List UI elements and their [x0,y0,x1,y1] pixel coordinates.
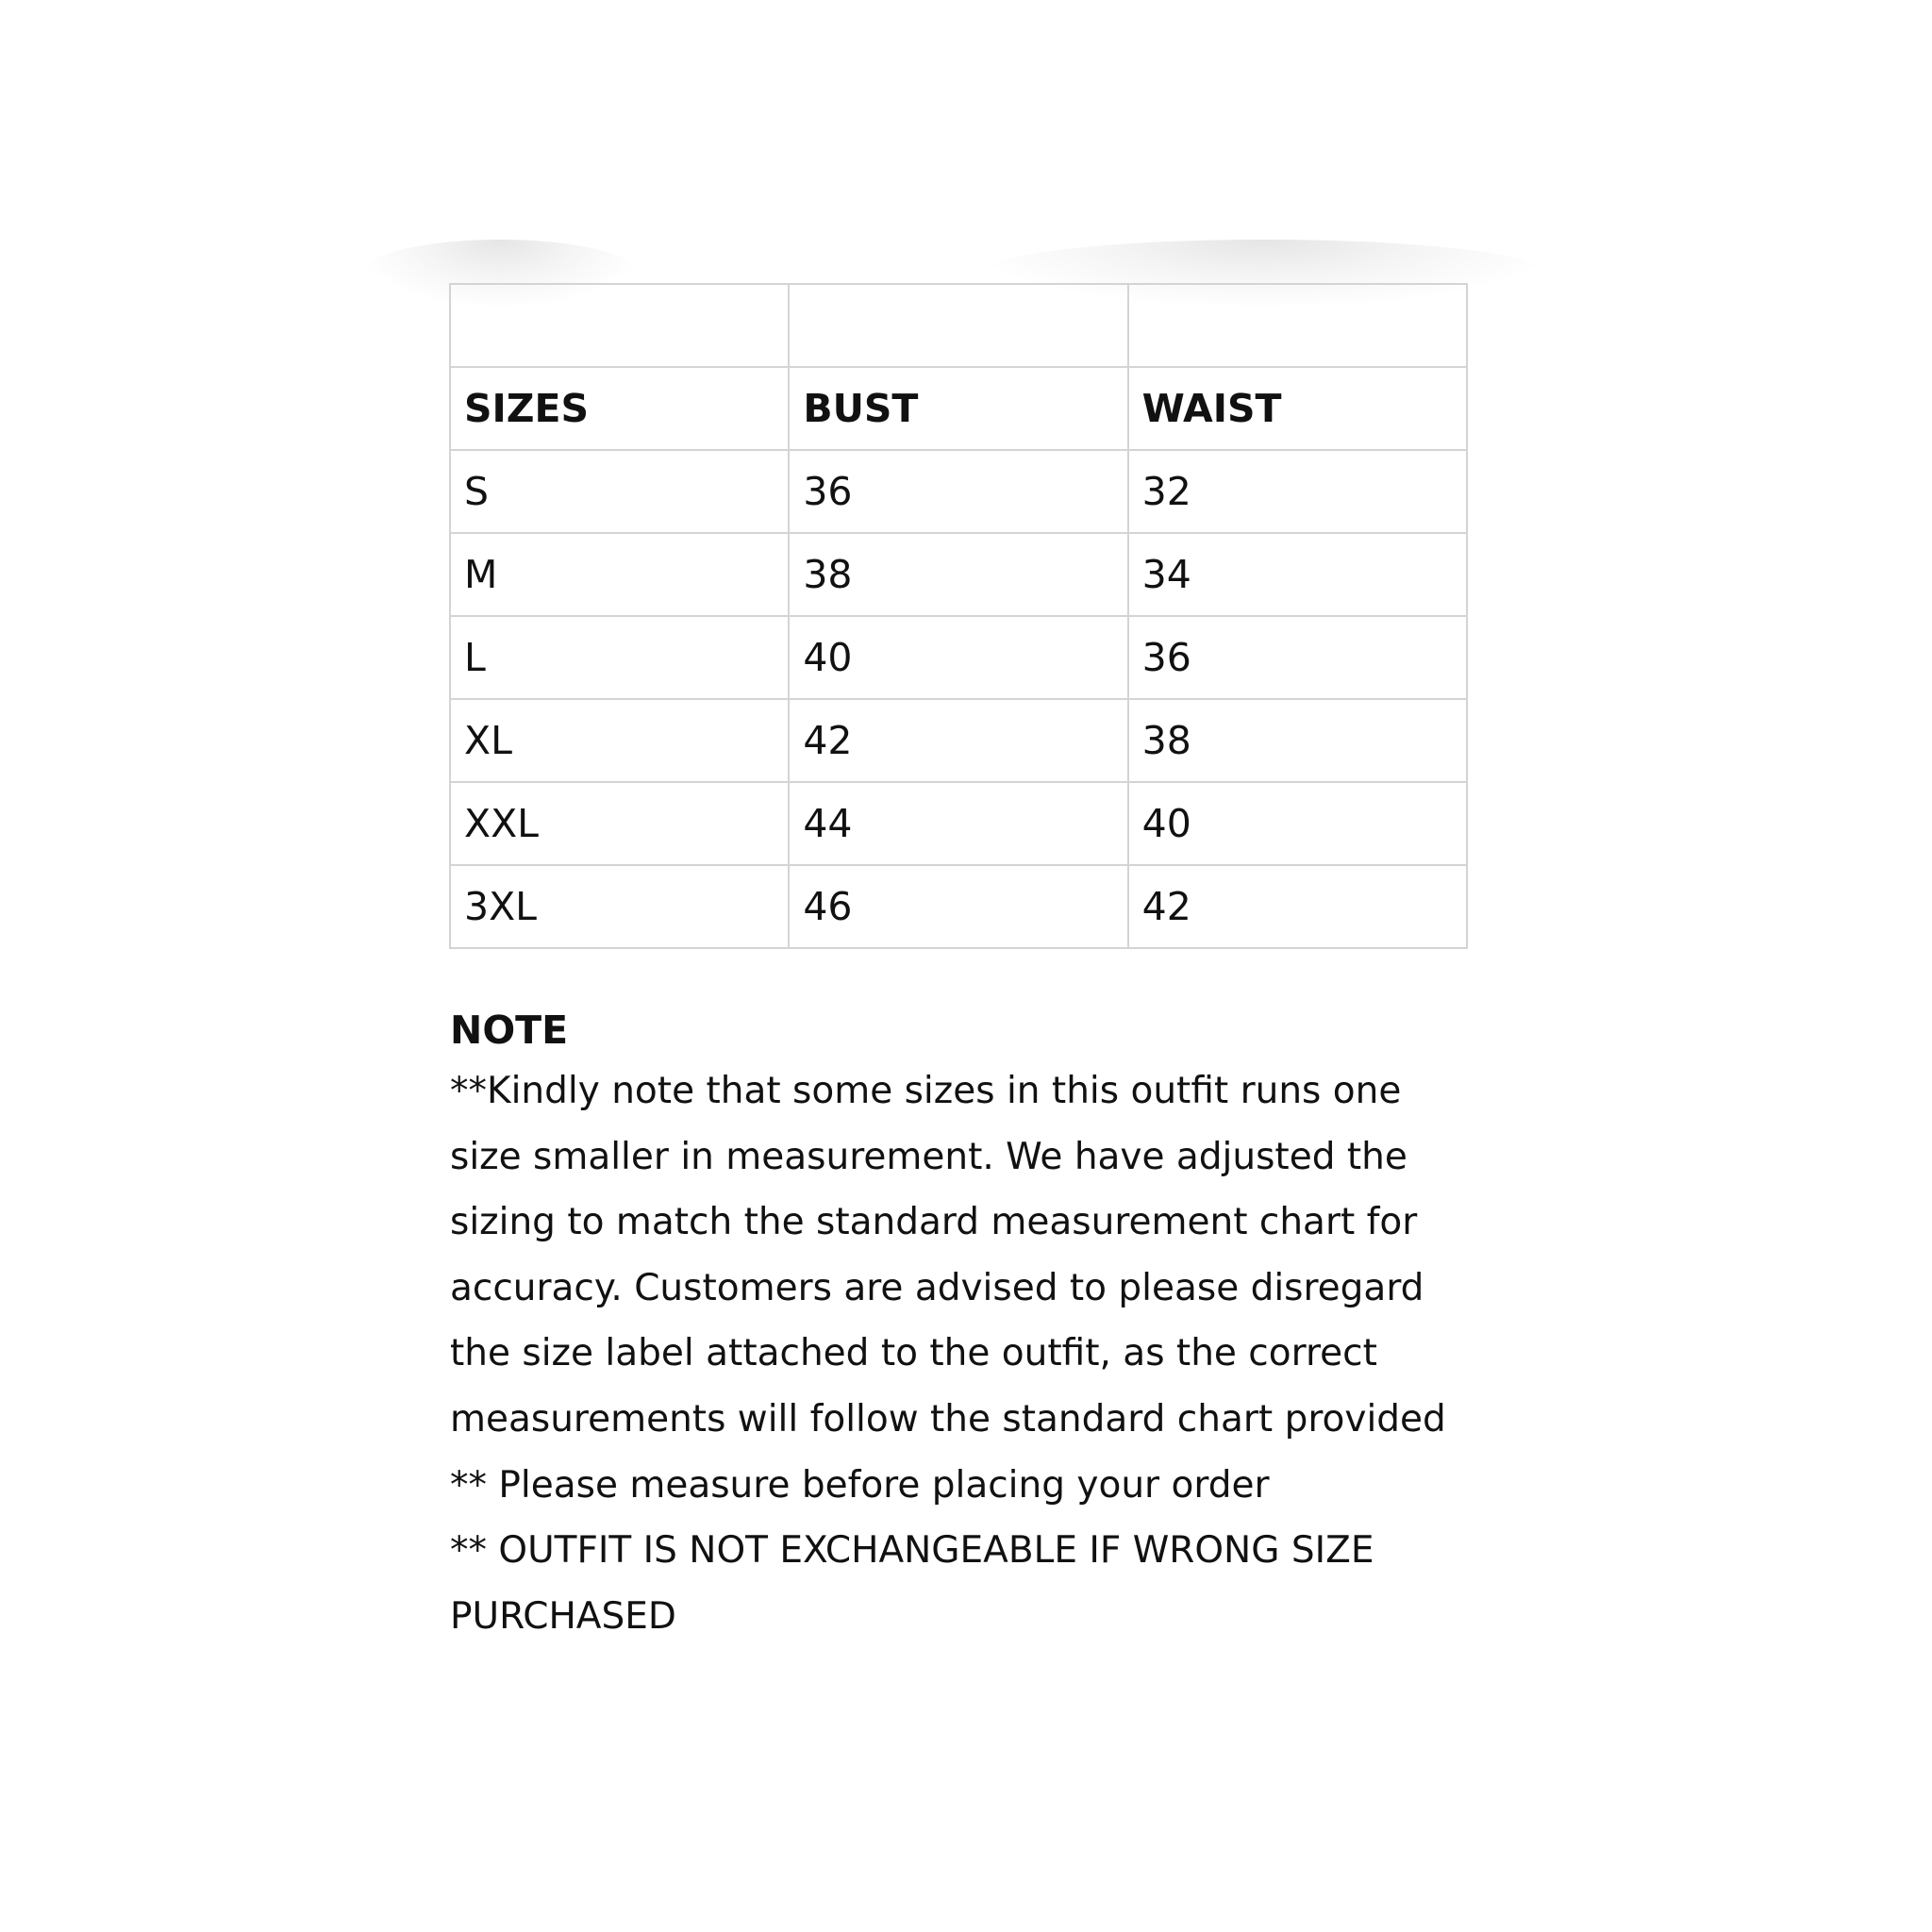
header-sizes: SIZES [450,367,789,450]
table-header-row [450,367,1467,450]
size-cell: M [450,533,789,616]
note-line: PURCHASED [450,1594,676,1638]
bust-cell: 40 [789,616,1127,699]
note-line: measurements will follow the standard chart provided [450,1397,1446,1441]
bust-cell: 38 [789,533,1127,616]
waist-cell: 32 [1128,450,1467,533]
table-row [450,616,1467,699]
note-line: the size label attached to the outfit, as the correct [450,1332,1377,1375]
size-cell: L [450,616,789,699]
bust-cell: 46 [789,865,1127,948]
note-line: size smaller in measurement. We have adjusted the [450,1135,1407,1178]
header-waist: WAIST [1128,367,1467,450]
note-line: ** Please measure before placing your order [450,1463,1270,1507]
waist-cell: 34 [1128,533,1467,616]
bust-cell: 44 [789,782,1127,865]
waist-cell: 36 [1128,616,1467,699]
bust-cell: 36 [789,450,1127,533]
size-cell: 3XL [450,865,789,948]
blank-cell [450,284,789,367]
size-note [450,1002,1478,1649]
table-blank-row [450,284,1467,367]
table-row [450,533,1467,616]
size-cell: XXL [450,782,789,865]
bust-cell: 42 [789,699,1127,782]
blank-cell [789,284,1127,367]
note-line: sizing to match the standard measurement chart for [450,1201,1418,1244]
waist-cell: 38 [1128,699,1467,782]
size-cell: XL [450,699,789,782]
table-row [450,450,1467,533]
table-row [450,699,1467,782]
size-chart-table [449,283,1468,949]
note-line: **Kindly note that some sizes in this outfit runs one [450,1070,1402,1112]
note-title: NOTE [450,1008,569,1053]
size-cell: S [450,450,789,533]
note-line: accuracy. Customers are advised to please disregard [450,1266,1424,1309]
table-row [450,782,1467,865]
header-bust: BUST [789,367,1127,450]
waist-cell: 40 [1128,782,1467,865]
waist-cell: 42 [1128,865,1467,948]
blank-cell [1128,284,1467,367]
note-line: ** OUTFIT IS NOT EXCHANGEABLE IF WRONG SIZE [450,1529,1374,1573]
table-row [450,865,1467,948]
